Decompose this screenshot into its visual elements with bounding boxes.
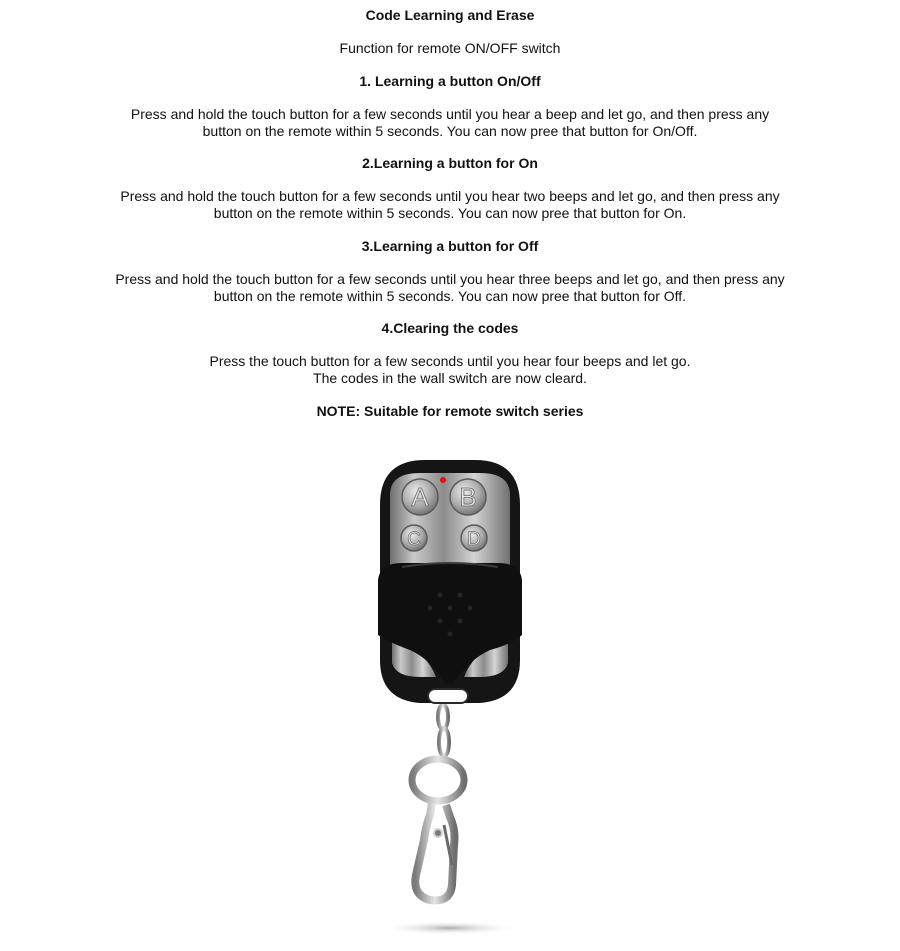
floor-shadow xyxy=(380,921,520,935)
section-3-heading: 3.Learning a button for Off xyxy=(361,238,539,254)
section-3-line-1: Press and hold the touch button for a few seconds until you hear three beeps and let go, and then press any xyxy=(115,271,785,287)
button-d-icon xyxy=(461,525,487,551)
button-a-icon xyxy=(402,479,438,515)
document-subtitle: Function for remote ON/OFF switch xyxy=(339,40,561,56)
button-c-icon xyxy=(401,525,427,551)
section-1-line-1: Press and hold the touch button for a few seconds until you hear a beep and let go, and then press any xyxy=(130,106,770,122)
document-title: Code Learning and Erase xyxy=(365,7,535,23)
section-3-line-2: button on the remote within 5 seconds. You can now pree that button for Off. xyxy=(213,287,687,304)
note-text: NOTE: Suitable for remote switch series xyxy=(316,403,584,419)
section-4-heading: 4.Clearing the codes xyxy=(381,320,519,336)
svg-text:B: B xyxy=(459,482,477,512)
section-4-line-1: Press the touch button for a few seconds until you hear four beeps and let go. xyxy=(209,353,691,369)
svg-text:D: D xyxy=(467,529,481,550)
section-1-heading: 1. Learning a button On/Off xyxy=(359,73,541,89)
keychain-icon xyxy=(412,705,464,900)
section-4-body xyxy=(0,353,900,386)
svg-text:C: C xyxy=(407,529,421,550)
section-3-body xyxy=(0,271,900,304)
section-2-line-1: Press and hold the touch button for a few seconds until you hear two beeps and let go, and then press any xyxy=(120,188,780,204)
remote-keyfob-image xyxy=(340,445,560,945)
section-2-body xyxy=(0,188,900,221)
svg-text:A: A xyxy=(411,482,429,512)
section-2-heading: 2.Learning a button for On xyxy=(362,155,538,171)
section-1-line-2: button on the remote within 5 seconds. You can now pree that button for On/Off. xyxy=(202,122,698,139)
section-4-line-2: The codes in the wall switch are now cleard. xyxy=(313,369,587,386)
led-indicator-icon xyxy=(440,477,446,483)
section-2-line-2: button on the remote within 5 seconds. You can now pree that button for On. xyxy=(213,204,687,221)
section-1-body xyxy=(0,106,900,139)
button-b-icon xyxy=(450,479,486,515)
